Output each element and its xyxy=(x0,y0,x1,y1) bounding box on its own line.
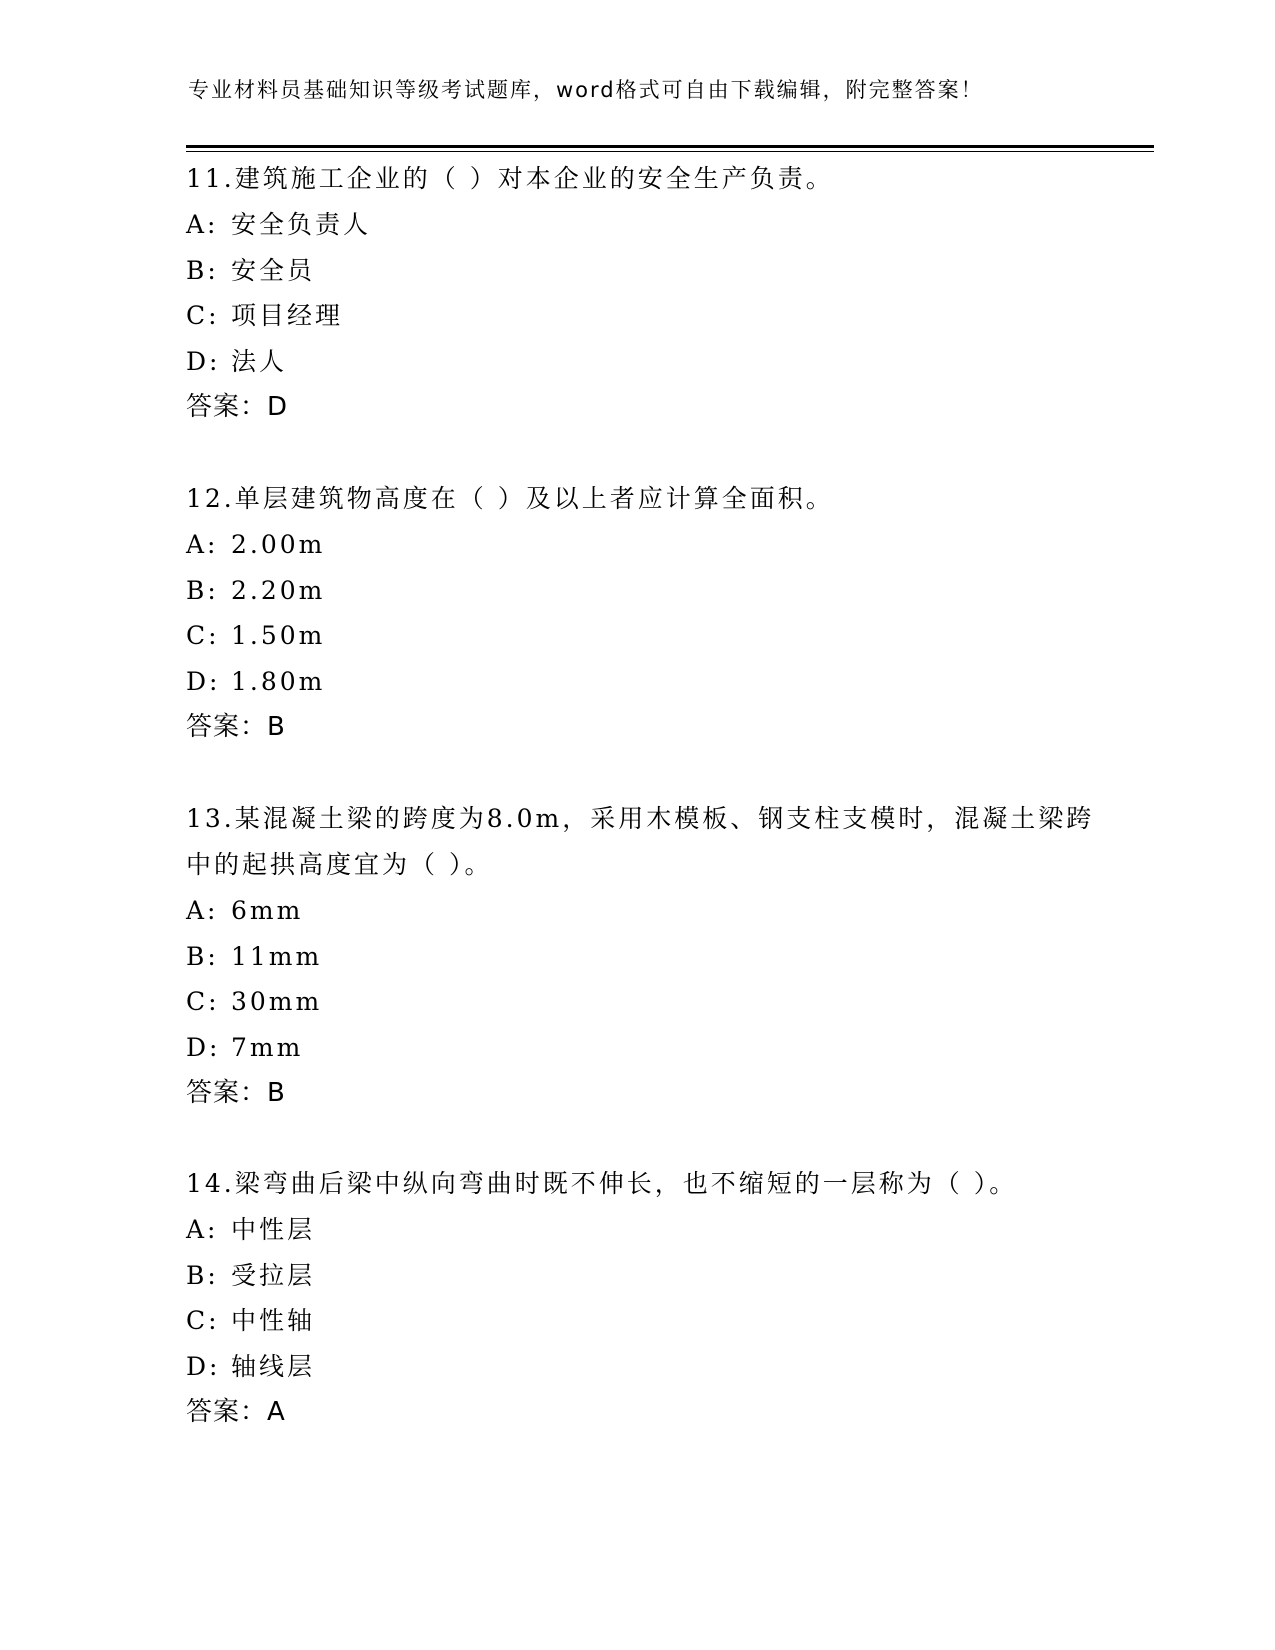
option-b xyxy=(186,248,1106,294)
option-text: 中性轴 xyxy=(231,1306,316,1335)
option-text: 6mm xyxy=(231,896,304,925)
option-label: B: xyxy=(186,255,219,285)
question-stem: 12.单层建筑物高度在（ ）及以上者应计算全面积。 xyxy=(186,484,834,513)
answer: 答案：D xyxy=(186,392,289,422)
option-text: 项目经理 xyxy=(231,301,344,330)
option-text: 受拉层 xyxy=(231,1260,316,1290)
option-b xyxy=(186,934,1106,980)
option-label: B: xyxy=(186,941,219,971)
option-label: D: xyxy=(186,346,221,376)
option-text: 安全员 xyxy=(231,255,316,285)
option-label: A: xyxy=(186,896,219,925)
option-d xyxy=(186,339,1106,385)
option-label: D: xyxy=(186,1351,221,1381)
option-text: 7mm xyxy=(231,1032,304,1062)
header-rule-thick xyxy=(186,145,1154,148)
option-label: B: xyxy=(186,575,219,605)
option-d xyxy=(186,1025,1106,1071)
option-label: A: xyxy=(186,1215,219,1244)
option-text: 2.00m xyxy=(231,530,326,559)
question-13 xyxy=(186,796,1106,1116)
option-label: A: xyxy=(186,530,219,559)
option-a xyxy=(186,522,1106,568)
header-rule-thin xyxy=(186,151,1154,152)
option-c xyxy=(186,1298,1106,1344)
question-12 xyxy=(186,476,1106,750)
answer: 答案：A xyxy=(186,1397,286,1427)
option-label: C: xyxy=(186,987,220,1016)
option-text: 轴线层 xyxy=(231,1351,316,1381)
option-text: 中性层 xyxy=(231,1215,316,1244)
option-a xyxy=(186,1207,1106,1253)
option-label: A: xyxy=(186,210,219,239)
option-label: C: xyxy=(186,621,220,650)
option-d xyxy=(186,659,1106,705)
option-label: C: xyxy=(186,301,220,330)
question-11 xyxy=(186,156,1106,430)
option-c xyxy=(186,613,1106,659)
option-text: 11mm xyxy=(231,941,323,971)
option-label: C: xyxy=(186,1306,220,1335)
option-label: B: xyxy=(186,1260,219,1290)
option-label: D: xyxy=(186,666,221,696)
question-14 xyxy=(186,1161,1106,1435)
page-header: 专业材料员基础知识等级考试题库，word格式可自由下载编辑，附完整答案！ xyxy=(188,78,984,102)
option-text: 安全负责人 xyxy=(231,210,372,239)
answer: 答案：B xyxy=(186,712,286,742)
question-stem: 14.梁弯曲后梁中纵向弯曲时既不伸长，也不缩短的一层称为（ ）。 xyxy=(186,1169,1018,1198)
question-stem: 11.建筑施工企业的（ ）对本企业的安全生产负责。 xyxy=(186,164,834,193)
option-b xyxy=(186,568,1106,614)
option-text: 法人 xyxy=(231,346,288,376)
option-b xyxy=(186,1253,1106,1299)
option-text: 2.20m xyxy=(231,575,326,605)
option-text: 1.80m xyxy=(231,666,326,696)
option-text: 1.50m xyxy=(231,621,326,650)
question-stem: 13.某混凝土梁的跨度为8.0m，采用木模板、钢支柱支模时，混凝土梁跨中的起拱高度宜为（ ）。 xyxy=(186,804,1095,879)
option-a xyxy=(186,202,1106,248)
option-text: 30mm xyxy=(231,987,323,1016)
option-c xyxy=(186,293,1106,339)
answer: 答案：B xyxy=(186,1078,286,1108)
option-a xyxy=(186,888,1106,934)
option-d xyxy=(186,1344,1106,1390)
option-c xyxy=(186,979,1106,1025)
option-label: D: xyxy=(186,1032,221,1062)
